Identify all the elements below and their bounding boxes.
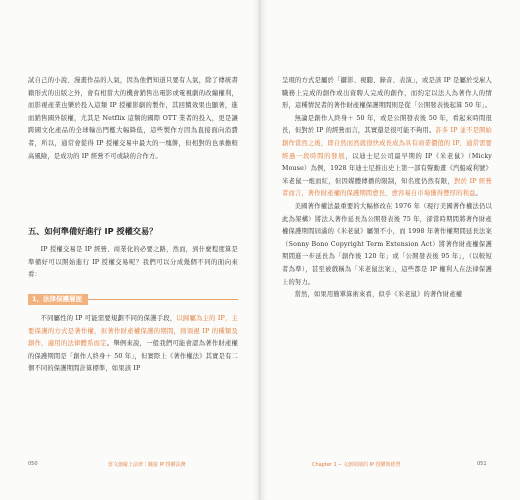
section-heading: 五、如何準備好進行 IP 授權交易？ — [28, 226, 158, 236]
right-text-block — [282, 75, 492, 302]
left-paragraph-1: 試自己的小說、漫畫作品的人氣，因為他們知道只要有人氣，除了傳統書籍形式的出版之外，會有相當大的機會銷售出電影或電視劇的改編權利，而影視產業也樂於投入這類 IP 授權影劇的製作，其回饋效果也顯著，進而銷售國外版權，尤其是 Netflix 這類的國際 OTT 業者的投入，更是讓跨國文化產品的全球輸出門檻大幅降低，這些製作方因為直接面向消費者，所以，通常會從得 IP 授權交易中最大的一塊餅，但相對的也承擔較高風險，是成功的 IP 經營不可或缺的合作方。 — [28, 77, 238, 160]
highlighted-text: 對於 IP 經營者而言，著作財產權的保護期間愈長，愈容易自市場獲得豐厚的利益 — [282, 177, 492, 198]
subsection-tag: 1、法律保護層面 — [28, 294, 88, 305]
page-number-right: 051 — [477, 461, 487, 467]
running-title-right: Chapter 1 ─ 文創領域的 IP 授權與經營 — [312, 462, 401, 468]
right-page — [260, 0, 520, 500]
plain-text: 呈現的方式是屬於「攝影、視聽、錄音、表演」，或是該 IP 是屬於受雇人職務上完成的創作或出資聘人完成的創作，而約定以法人為著作人的情形，這種情況者的著作財產權保護期間則是從「公開發表後起算 50 年」。 — [282, 77, 492, 110]
plain-text: 美國著作權法最重要的大幅修改在 1976 年（現行美國著作權法仍以此為架構）將法人著作延長為公開發表後 75 年，卻當時期間將著作財產權保護期間屆滿的《米老鼠》屬領不小，而 1998 年著作權期間延長法案（Sonny Bono Copyright Term Extension Act）將著作財產權保護期間進一步延長為「創作後 120 年」或「公開發表後 95 年」，（以較短者為準），甚至被戲稱為「米老鼠法案」，這些都是 IP 權利人在法律保護上的努力。 — [282, 202, 492, 286]
highlighted-text: 以歸屬為主的 IP，主要保護的方式是著作權，但著作財產權保護的期間，則須視 IP 的種類及創作、適用的法律體系而定 — [28, 315, 238, 348]
subsection-heading — [28, 294, 238, 308]
running-title-left: 當文創碰上法律｜鏈接 IP 授權法務 — [108, 462, 186, 468]
plain-text: ，以迪士尼公司最早期的 IP《米老鼠》（Micky Mouse）為例，1928 年迪士尼推出史上第一部有聲動畫《汽船威利號》米老鼠一炮而紅，但因媒體傳播的限制，知名度仍然有限， — [282, 152, 492, 185]
plain-text: 不同屬性的 IP 可能需要規劃不同的保護手段， — [40, 315, 177, 322]
left-paragraph-2: IP 授權交易是 IP 經營、商業化的必要之路，然而，到什麼程度算是準備好可以開始進行 IP 授權交易呢？我們可以分成幾個不同的面向來看： — [28, 246, 238, 279]
plain-text: 。舉例來說，一般我們可能會認為著作財產權的保護期間是「創作人終身＋ 50 年」，但實際上《著作權法》其實是有二個不同的保護期間計算標準，如果該 IP — [28, 340, 238, 373]
left-paragraph-3 — [28, 313, 238, 376]
highlighted-text: 許多 IP 並不是開始創作當然之後，即自然而然就很快成長成為具有商業價值的 IP，通常需要經過一段時間的發展 — [282, 127, 492, 160]
plain-text: 無論是創作人終身＋ 50 年，或是公開發表後 50 年，看起來時間很長，但對於 IP 的經營而言，其實還是很可能不夠用。 — [282, 114, 492, 135]
page-number-left: 050 — [28, 461, 38, 467]
plain-text: 當然，如果用簡單算術來看，似乎《米老鼠》的著作財產權 — [294, 291, 463, 299]
plain-text: 。 — [475, 190, 482, 198]
